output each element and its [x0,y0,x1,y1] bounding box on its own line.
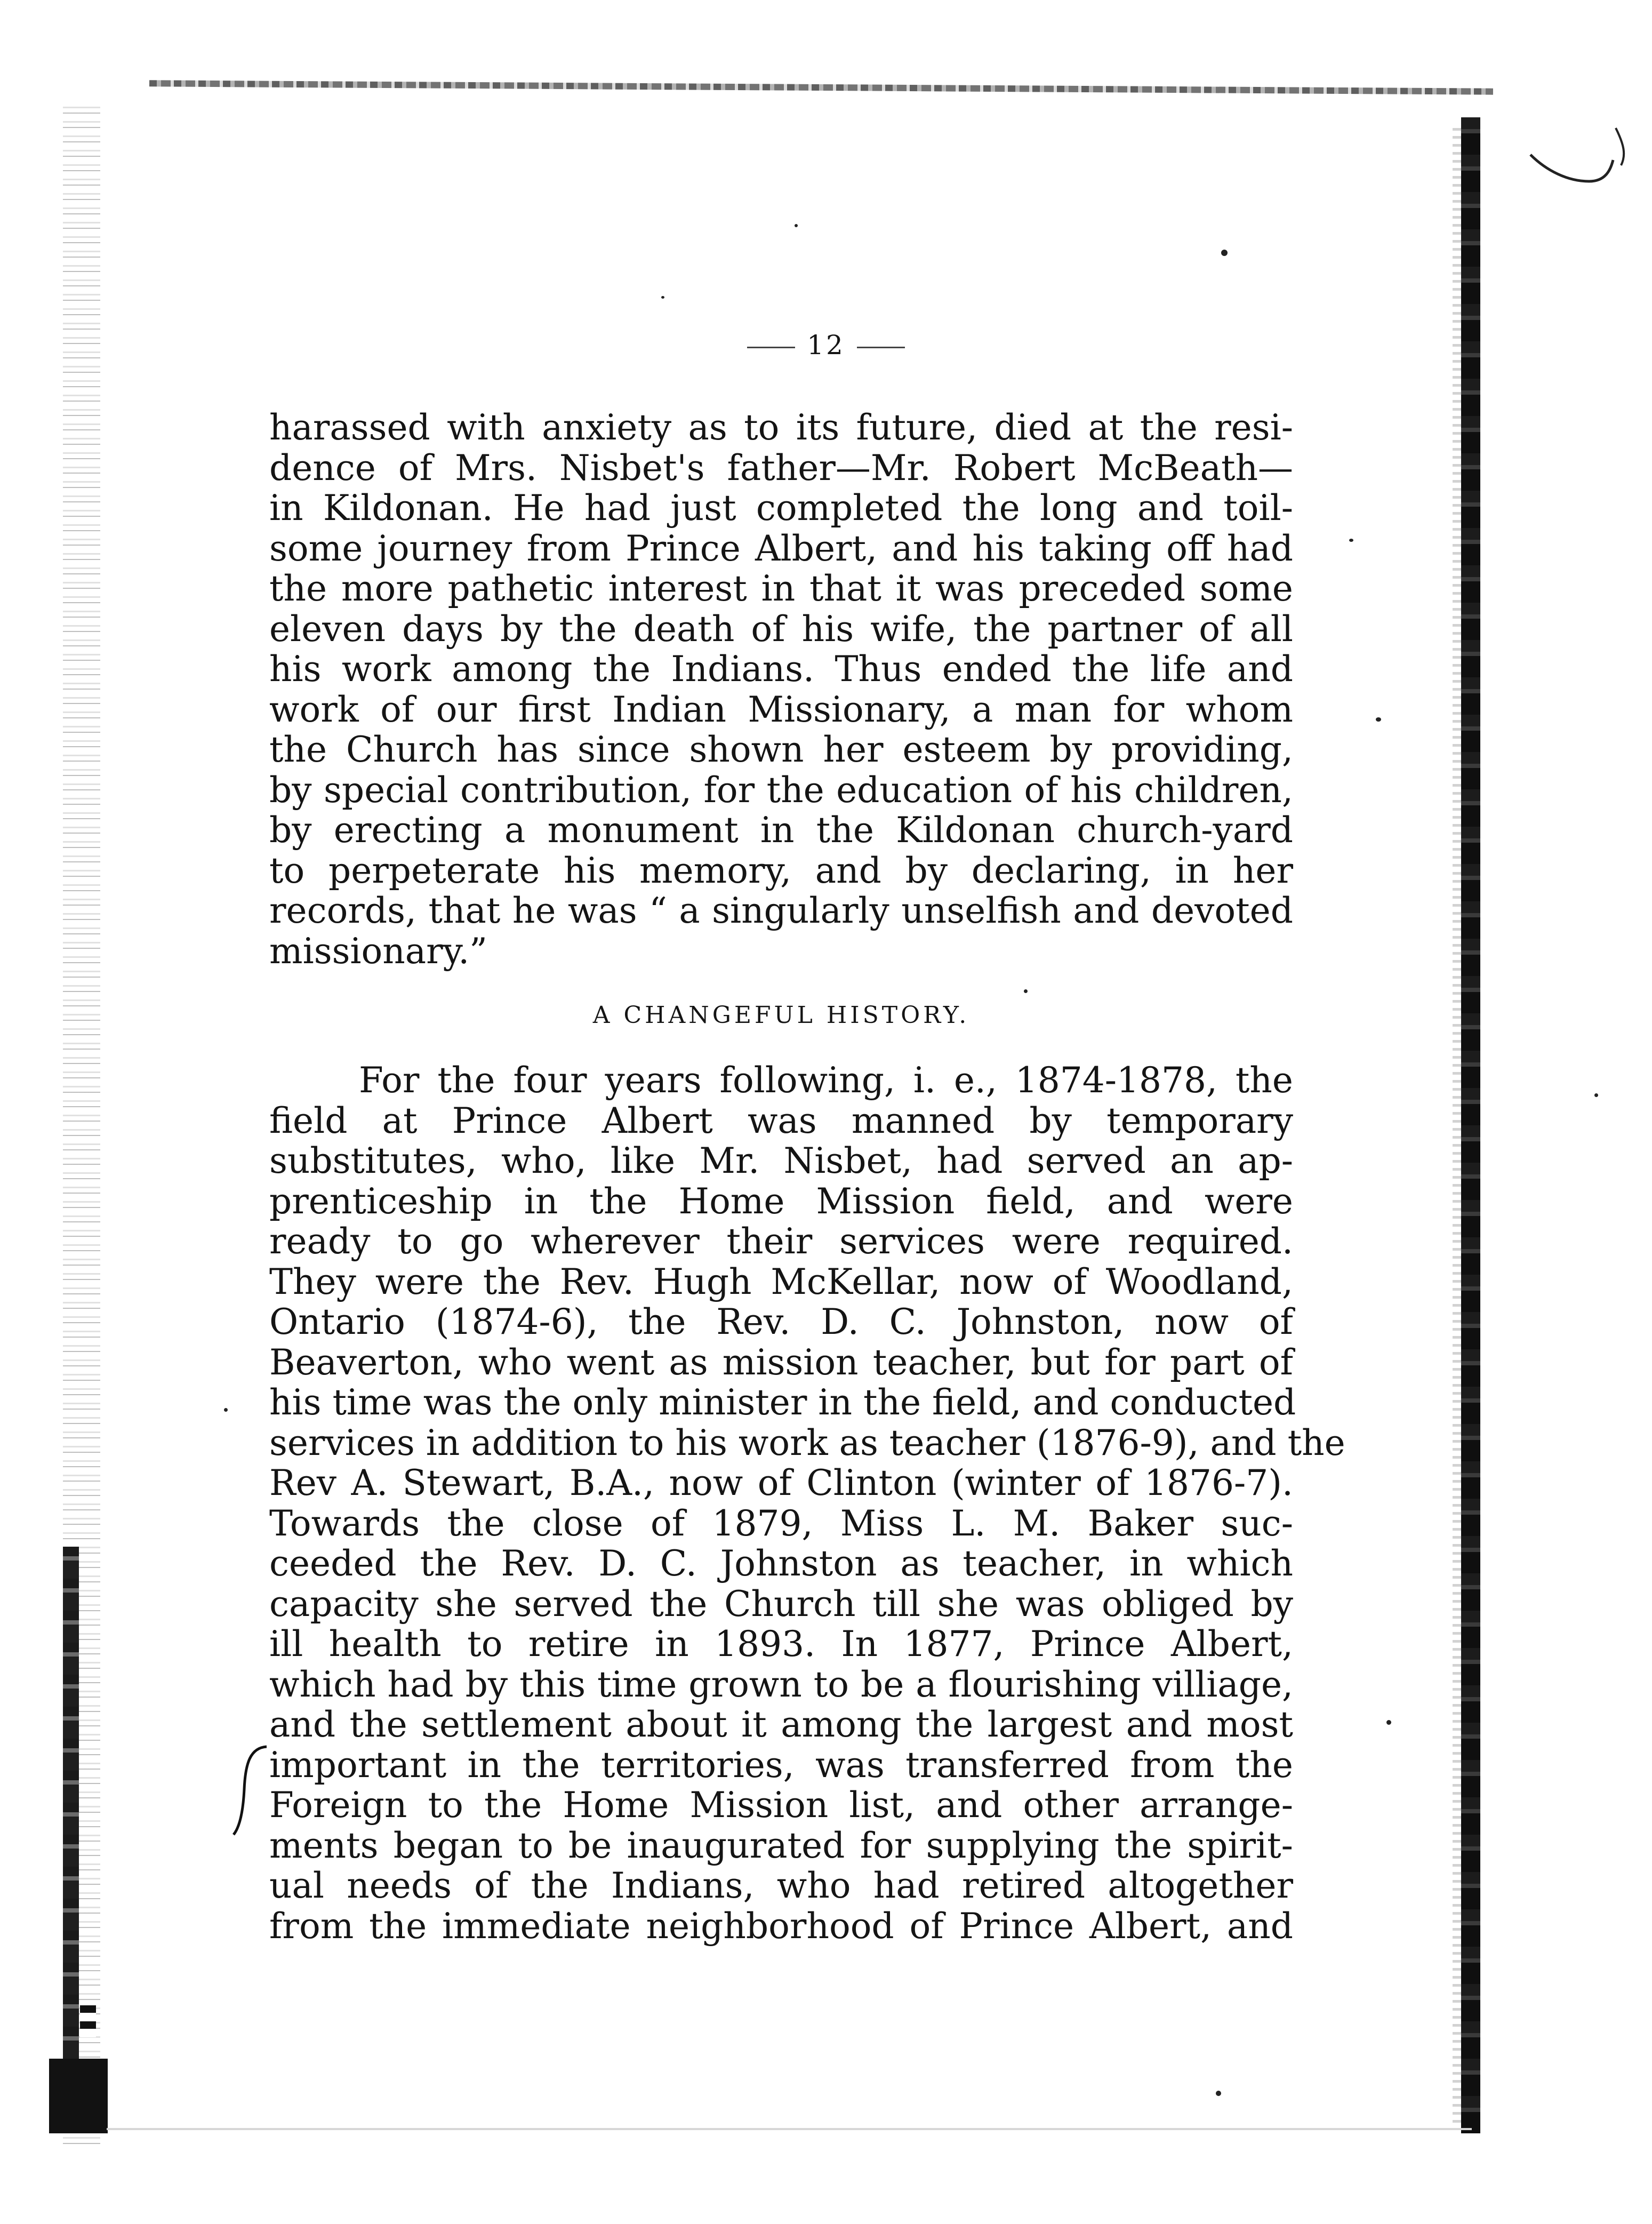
text-line: ments began to be inaugurated for supplying the spirit- [269,1825,1293,1866]
text-line: important in the territories, was transferred from the [269,1744,1293,1786]
ink-speck [1024,989,1028,993]
text-line: work of our first Indian Missionary, a man for whom [269,689,1293,730]
scan-streak-top [149,80,1493,94]
text-line: his work among the Indians. Thus ended the life and [269,649,1293,690]
text-line: to perpeterate his memory, and by declaring, in her [269,850,1293,891]
text-line: harassed with anxiety as to its future, died at the resi- [269,407,1293,448]
text-line: Rev A. Stewart, B.A., now of Clinton (winter of 1876-7). [269,1462,1293,1503]
ink-speck [795,224,798,227]
text-line: field at Prince Albert was manned by temporary [269,1100,1293,1141]
ink-speck [1594,1093,1598,1097]
text-line: missionary.” [269,930,487,972]
ink-speck [224,1408,228,1412]
text-line: the Church has since shown her esteem by providing, [269,729,1293,770]
scan-bar-left [63,1547,79,2107]
text-line: from the immediate neighborhood of Prince Albert, and [269,1905,1293,1947]
text-line: Beaverton, who went as mission teacher, but for part of [269,1341,1293,1383]
ink-speck [1349,539,1353,542]
text-line: They were the Rev. Hugh McKellar, now of Woodland, [269,1261,1293,1302]
text-line: Towards the close of 1879, Miss L. M. Baker suc- [269,1502,1293,1544]
text-line: ual needs of the Indians, who had retired altogether [269,1865,1293,1906]
text-line: substitutes, who, like Mr. Nisbet, had served an ap- [269,1140,1293,1181]
text-line: some journey from Prince Albert, and his taking off had [269,527,1293,569]
scan-shade-right [1453,128,1461,2123]
text-line: ceeded the Rev. D. C. Johnston as teacher, in which [269,1543,1293,1584]
body-paragraph-1 [269,407,1293,971]
scan-edge-bottom [107,2128,1472,2130]
scan-block-bottom-left [49,2059,108,2133]
scan-marks-left [80,2005,96,2037]
ink-speck [1386,1720,1391,1725]
text-line: in Kildonan. He had just completed the long and toil- [269,487,1293,529]
text-line: and the settlement about it among the largest and most [269,1704,1293,1745]
text-line: which had by this time grown to be a flourishing villiage, [269,1663,1293,1705]
ink-speck [1216,2091,1221,2096]
text-line: eleven days by the death of his wife, the partner of all [269,608,1293,650]
text-line: dence of Mrs. Nisbet's father—Mr. Robert McBeath— [269,447,1293,489]
body-paragraph-2 [269,1060,1345,1947]
page-number: 12 [666,330,986,361]
text-line: ready to go wherever their services were required. [269,1221,1293,1262]
page-curl-mark [1525,123,1637,197]
text-line: records, that he was “ a singularly unselfish and devoted [269,890,1293,931]
ink-speck [1221,250,1228,256]
text-line: prenticeship in the Home Mission field, and were [269,1180,1293,1222]
scan-bar-right [1461,117,1480,2133]
ink-speck [661,296,664,299]
text-line: ill health to retire in 1893. In 1877, Prince Albert, [269,1623,1293,1665]
text-line: Foreign to the Home Mission list, and other arrange- [269,1785,1293,1826]
section-heading: A CHANGEFUL HISTORY. [592,1002,970,1029]
text-line: his time was the only minister in the field, and conducted [269,1382,1296,1423]
text-line: Ontario (1874-6), the Rev. D. C. Johnston, now of [269,1301,1293,1342]
text-line: services in addition to his work as teacher (1876-9), and the [269,1422,1345,1463]
ink-speck [1376,717,1381,722]
text-line: For the four years following, i. e., 1874-1878, the [359,1060,1293,1101]
text-line: by erecting a monument in the Kildonan church-yard [269,810,1293,851]
text-line: by special contribution, for the education of his children, [269,769,1293,811]
text-line: the more pathetic interest in that it was preceded some [269,568,1293,609]
margin-bracket-mark [229,1741,272,1837]
text-line: capacity she served the Church till she was obliged by [269,1583,1293,1625]
